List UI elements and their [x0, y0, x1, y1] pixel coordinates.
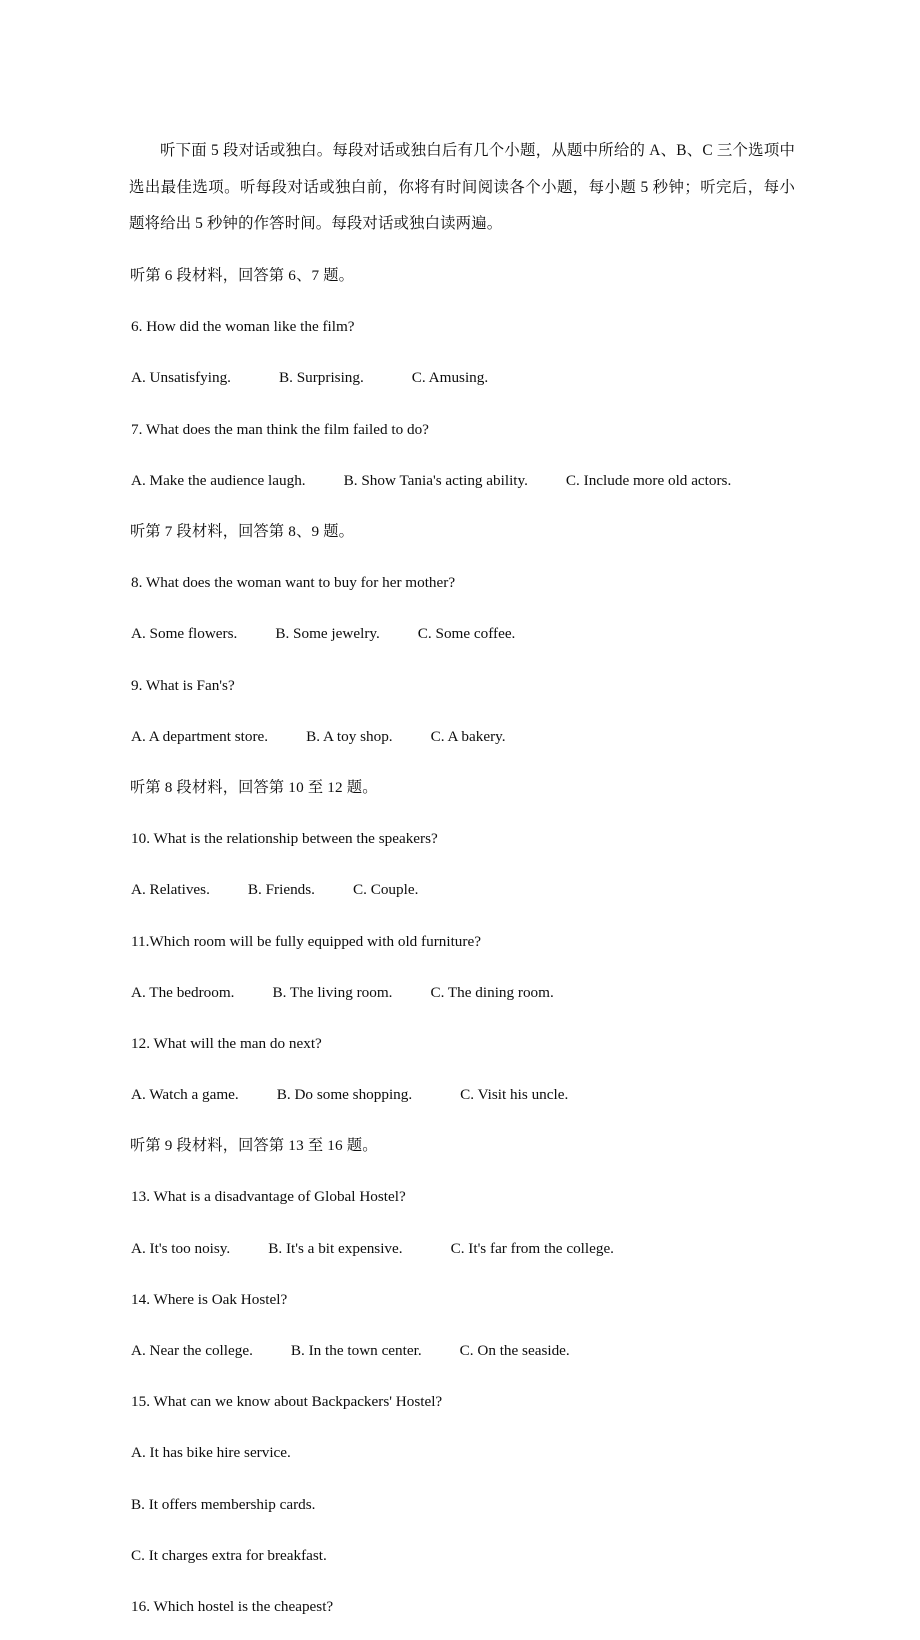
- option-c[interactable]: C. It charges extra for breakfast.: [131, 1546, 327, 1564]
- option-a[interactable]: A. It's too noisy.: [131, 1239, 231, 1257]
- section-directive: 听第 9 段材料，回答第 13 至 16 题。: [130, 1137, 378, 1155]
- option-a[interactable]: A. Make the audience laugh.: [131, 471, 306, 489]
- section-directive: 听第 8 段材料，回答第 10 至 12 题。: [130, 778, 378, 796]
- option-c[interactable]: C. A bakery.: [430, 727, 506, 745]
- question-stem: 8. What does the woman want to buy for her mother?: [131, 574, 456, 592]
- option-b[interactable]: B. The living room.: [272, 983, 393, 1001]
- option-b[interactable]: B. In the town center.: [290, 1342, 422, 1360]
- listening-instructions-paragraph: 听下面 5 段对话或独白。每段对话或独白后有几个小题，从题中所给的 A、B、C 三个选项中选出最佳选项。听每段对话或独白前，你将有时间阅读各个小题，每小题 5 秒钟；听完后，每小题将给出 5 秒钟的作答时间。每段对话或独白读两遍。: [129, 142, 795, 233]
- option-a[interactable]: A. Near the college.: [131, 1342, 253, 1360]
- question-stem: 9. What is Fan's?: [131, 676, 235, 694]
- section-block: [129, 1128, 797, 1625]
- option-a[interactable]: A. Some flowers.: [131, 625, 238, 643]
- question-options-row: [131, 463, 797, 499]
- question-options-row: [131, 872, 797, 908]
- option-c[interactable]: C. On the seaside.: [459, 1342, 570, 1360]
- question-options-row: [131, 719, 797, 755]
- question-stem: 12. What will the man do next?: [131, 1034, 322, 1052]
- option-b[interactable]: B. Surprising.: [278, 369, 364, 387]
- question-stem: 16. Which hostel is the cheapest?: [131, 1597, 334, 1615]
- option-c[interactable]: C. It's far from the college.: [450, 1239, 614, 1257]
- option-a[interactable]: A. A department store.: [131, 727, 269, 745]
- option-c[interactable]: C. Amusing.: [411, 369, 489, 387]
- option-a[interactable]: A. The bedroom.: [131, 983, 235, 1001]
- question-stem: 11.Which room will be fully equipped with old furniture?: [131, 932, 481, 950]
- question-options-row: [131, 1333, 797, 1369]
- question-stem: 15. What can we know about Backpackers' Hostel?: [131, 1393, 443, 1411]
- option-c[interactable]: C. Visit his uncle.: [460, 1086, 569, 1104]
- option-b[interactable]: B. It's a bit expensive.: [268, 1239, 403, 1257]
- question-options-row: [131, 1231, 797, 1267]
- option-c[interactable]: C. Couple.: [352, 881, 419, 899]
- section-block: [129, 258, 797, 499]
- question-options-row: [131, 975, 797, 1011]
- option-a[interactable]: A. It has bike hire service.: [131, 1444, 291, 1462]
- section-directive: 听第 7 段材料，回答第 8、9 题。: [130, 523, 355, 541]
- question-options-row: [131, 616, 797, 652]
- exam-content: [129, 118, 797, 1640]
- question-stem: 7. What does the man think the film failed to do?: [131, 420, 429, 438]
- option-a[interactable]: A. Relatives.: [131, 881, 210, 899]
- option-b[interactable]: B. It offers membership cards.: [131, 1495, 316, 1513]
- option-a[interactable]: A. Watch a game.: [131, 1086, 239, 1104]
- question-stem: 6. How did the woman like the film?: [131, 318, 355, 336]
- option-c[interactable]: C. Include more old actors.: [565, 471, 732, 489]
- option-a[interactable]: A. Unsatisfying.: [131, 369, 231, 387]
- question-stem: 14. Where is Oak Hostel?: [131, 1290, 288, 1308]
- question-stem: 10. What is the relationship between the speakers?: [131, 830, 438, 848]
- option-b[interactable]: B. Show Tania's acting ability.: [343, 471, 528, 489]
- option-b[interactable]: B. Some jewelry.: [275, 625, 380, 643]
- question-stem: 13. What is a disadvantage of Global Hostel?: [131, 1188, 406, 1206]
- option-b[interactable]: B. Friends.: [247, 881, 315, 899]
- option-b[interactable]: B. Do some shopping.: [276, 1086, 413, 1104]
- question-options-row: [131, 1077, 797, 1113]
- section-block: [129, 514, 797, 755]
- option-b[interactable]: B. A toy shop.: [306, 727, 393, 745]
- option-c[interactable]: C. The dining room.: [430, 983, 554, 1001]
- section-directive: 听第 6 段材料，回答第 6、7 题。: [130, 267, 355, 285]
- option-c[interactable]: C. Some coffee.: [417, 625, 516, 643]
- question-options-row: [131, 360, 797, 396]
- section-block: [129, 770, 797, 1113]
